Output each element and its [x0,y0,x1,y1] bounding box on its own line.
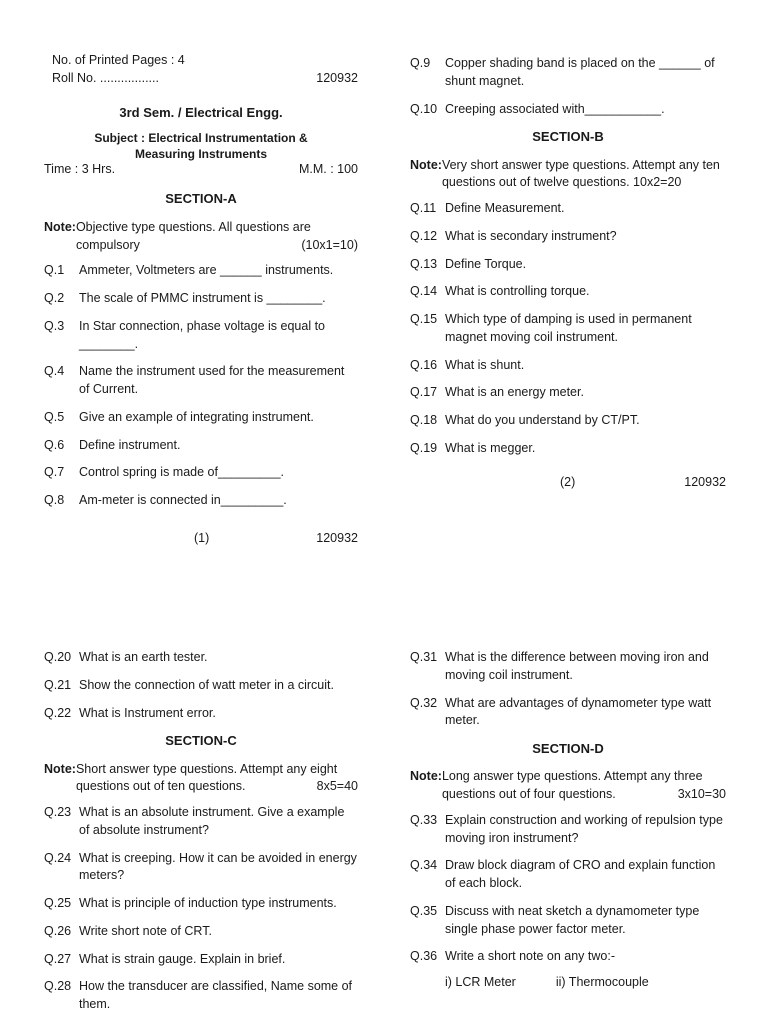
note-label: Note: [410,157,442,172]
question-item [44,978,358,1014]
question-list [410,812,726,966]
max-marks-label: M.M. : 100 [298,161,358,176]
question-text: Define instrument. [79,437,181,452]
question-item [410,857,726,893]
note-marks: 3x10=30 [677,787,726,802]
note-label: Note: [410,769,442,784]
question-number: Q.22 [44,705,72,720]
question-item [410,812,726,848]
question-number: Q.16 [410,357,438,372]
question-item [44,705,358,723]
question-text: Define Measurement. [445,201,565,216]
subject-line-1: Subject : Electrical Instrumentation & [94,131,308,146]
note-text [442,768,726,804]
question-item [410,649,726,685]
section-note [410,157,726,193]
page-4 [410,649,726,992]
question-item [410,55,726,91]
question-item [44,649,358,667]
question-number: Q.26 [44,923,72,938]
question-item [410,948,726,966]
question-number: Q.23 [44,805,72,820]
question-list [44,262,358,510]
question-number: Q.25 [44,896,72,911]
page-number: (2) [560,474,576,489]
section-heading: SECTION-B [532,129,604,145]
section-heading: SECTION-A [165,191,237,207]
question-item [44,951,358,969]
question-item [410,283,726,301]
question-item [44,850,358,886]
question-number: Q.5 [44,409,65,424]
time-label: Time : 3 Hrs. [44,161,116,176]
question-text: Draw block diagram of CRO and explain function of each block. [445,858,716,891]
question-text: What is the difference between moving iron and moving coil instrument. [445,650,709,682]
question-number: Q.10 [410,101,438,116]
page-header [44,52,358,90]
roll-no: Roll No. ................. [52,70,159,85]
question-number: Q.9 [410,56,431,70]
question-number: Q.12 [410,228,438,243]
section-note [44,219,358,255]
question-text: Define Torque. [445,256,527,271]
note-label: Note: [44,761,76,776]
question-number: Q.2 [44,291,65,306]
question-item [44,437,358,455]
question-text: What is shunt. [445,357,525,372]
question-text: Which type of damping is used in permanent magnet moving coil instrument. [445,312,692,344]
question-number: Q.4 [44,364,65,379]
question-text: What are advantages of dynamometer type watt meter. [445,695,712,728]
printed-pages: No. of Printed Pages : 4 [52,53,185,67]
question-number: Q.15 [410,312,438,327]
question-item [44,262,358,280]
question-text: What is secondary instrument? [445,228,617,243]
question-text: What is Instrument error. [79,705,216,720]
question-item [410,412,726,430]
paper-code: 120932 [316,71,358,85]
question-number: Q.27 [44,951,72,966]
section-heading: SECTION-C [165,733,237,749]
page-footer [410,474,726,492]
question-number: Q.13 [410,256,438,271]
question-item [44,492,358,510]
question-item [410,256,726,274]
semester-title: 3rd Sem. / Electrical Engg. [119,105,283,120]
note-label: Note: [44,219,76,234]
question-number: Q.34 [410,858,438,873]
question-item [410,903,726,939]
question-item [410,357,726,375]
question-number: Q.3 [44,318,65,333]
question-list [44,649,358,722]
question-item [44,923,358,941]
page-3 [44,649,358,1024]
question-number: Q.31 [410,650,438,664]
question-item [410,228,726,246]
question-number: Q.6 [44,437,65,452]
question-text: How the transducer are classified, Name some of them. [79,979,353,1012]
note-text [76,761,358,797]
question-text: What is megger. [445,440,536,455]
question-number: Q.11 [410,201,437,216]
question-item [410,695,726,731]
time-marks-row [44,161,358,179]
question-number: Q.19 [410,440,438,455]
question-item [44,464,358,482]
question-item [44,804,358,840]
question-number: Q.18 [410,413,438,428]
question-text: What is an energy meter. [445,385,584,400]
question-list [410,55,726,118]
question-text: What do you understand by CT/PT. [445,413,640,428]
sub-item: ii) Thermocouple [555,975,649,990]
question-text: What is controlling torque. [445,284,590,299]
section-heading: SECTION-D [532,741,604,756]
page-1 [44,52,358,548]
question-item [44,318,358,354]
question-item [410,384,726,402]
question-item [44,409,358,427]
question-text: Write short note of CRT. [79,923,212,938]
question-text: What is an absolute instrument. Give a example of absolute instrument? [79,805,345,837]
section-note [410,768,726,804]
question-number: Q.33 [410,812,438,827]
question-item [44,290,358,308]
note-body: Short answer type questions. Attempt any eight questions out of ten questions. [75,761,338,794]
question-text: The scale of PMMC instrument is ________. [79,291,326,306]
question-item [410,101,726,119]
question-item [44,895,358,913]
question-list [410,200,726,458]
question-text: Explain construction and working of repulsion type moving iron instrument? [445,812,723,845]
question-item [410,440,726,458]
question-number: Q.8 [44,493,65,508]
question-text: Show the connection of watt meter in a circuit. [79,677,334,692]
question-item [44,677,358,695]
question-item [44,363,358,399]
question-text: Discuss with neat sketch a dynamometer type single phase power factor meter. [445,903,700,936]
question-list [410,649,726,730]
question-text: In Star connection, phase voltage is equal to ________. [79,318,325,351]
question-number: Q.24 [44,850,72,865]
question-number: Q.28 [44,979,72,994]
question-text: Name the instrument used for the measurement of Current. [79,364,345,397]
subject-title [44,131,358,162]
question-text: Creeping associated with___________. [445,101,665,116]
question-text: What is an earth tester. [79,650,208,664]
page-number: (1) [194,530,210,545]
question-text: Copper shading band is placed on the ______ of shunt magnet. [445,56,715,88]
page-footer [44,530,358,548]
question-text: Am-meter is connected in_________. [79,493,287,508]
question-number: Q.7 [44,465,65,480]
note-marks: (10x1=10) [301,237,358,252]
question-number: Q.35 [410,903,438,918]
note-text [76,219,358,255]
question-list [44,804,358,1014]
question-number: Q.20 [44,650,72,664]
question-number: Q.21 [44,677,72,692]
question-text: Ammeter, Voltmeters are ______ instruments. [79,263,334,278]
question-number: Q.17 [410,385,438,400]
footer-code: 120932 [684,474,726,489]
question-item [410,200,726,218]
question-text: What is strain gauge. Explain in brief. [79,951,286,966]
question-text: What is principle of induction type instruments. [79,896,337,911]
section-note [44,761,358,797]
question-text: Give an example of integrating instrument. [79,409,314,424]
note-text: Very short answer type questions. Attempt any ten questions out of twelve questions. 10x2=20 [441,157,720,190]
question-text: Control spring is made of_________. [79,465,284,480]
question-number: Q.32 [410,695,438,710]
note-marks: 8x5=40 [316,779,358,794]
question-number: Q.14 [410,284,438,299]
sub-item: i) LCR Meter [445,975,516,990]
note-body: Long answer type questions. Attempt any three questions out of four questions. [441,769,703,802]
sub-item-list [445,974,726,992]
question-number: Q.1 [44,263,65,278]
question-item [410,311,726,347]
note-body: Objective type questions. All questions are compulsory [75,219,311,252]
page-2 [410,55,726,491]
subject-line-2: Measuring Instruments [134,147,268,162]
question-number: Q.36 [410,949,438,964]
footer-code: 120932 [316,530,358,545]
question-text: Write a short note on any two:- [445,949,615,964]
question-text: What is creeping. How it can be avoided in energy meters? [79,850,357,883]
